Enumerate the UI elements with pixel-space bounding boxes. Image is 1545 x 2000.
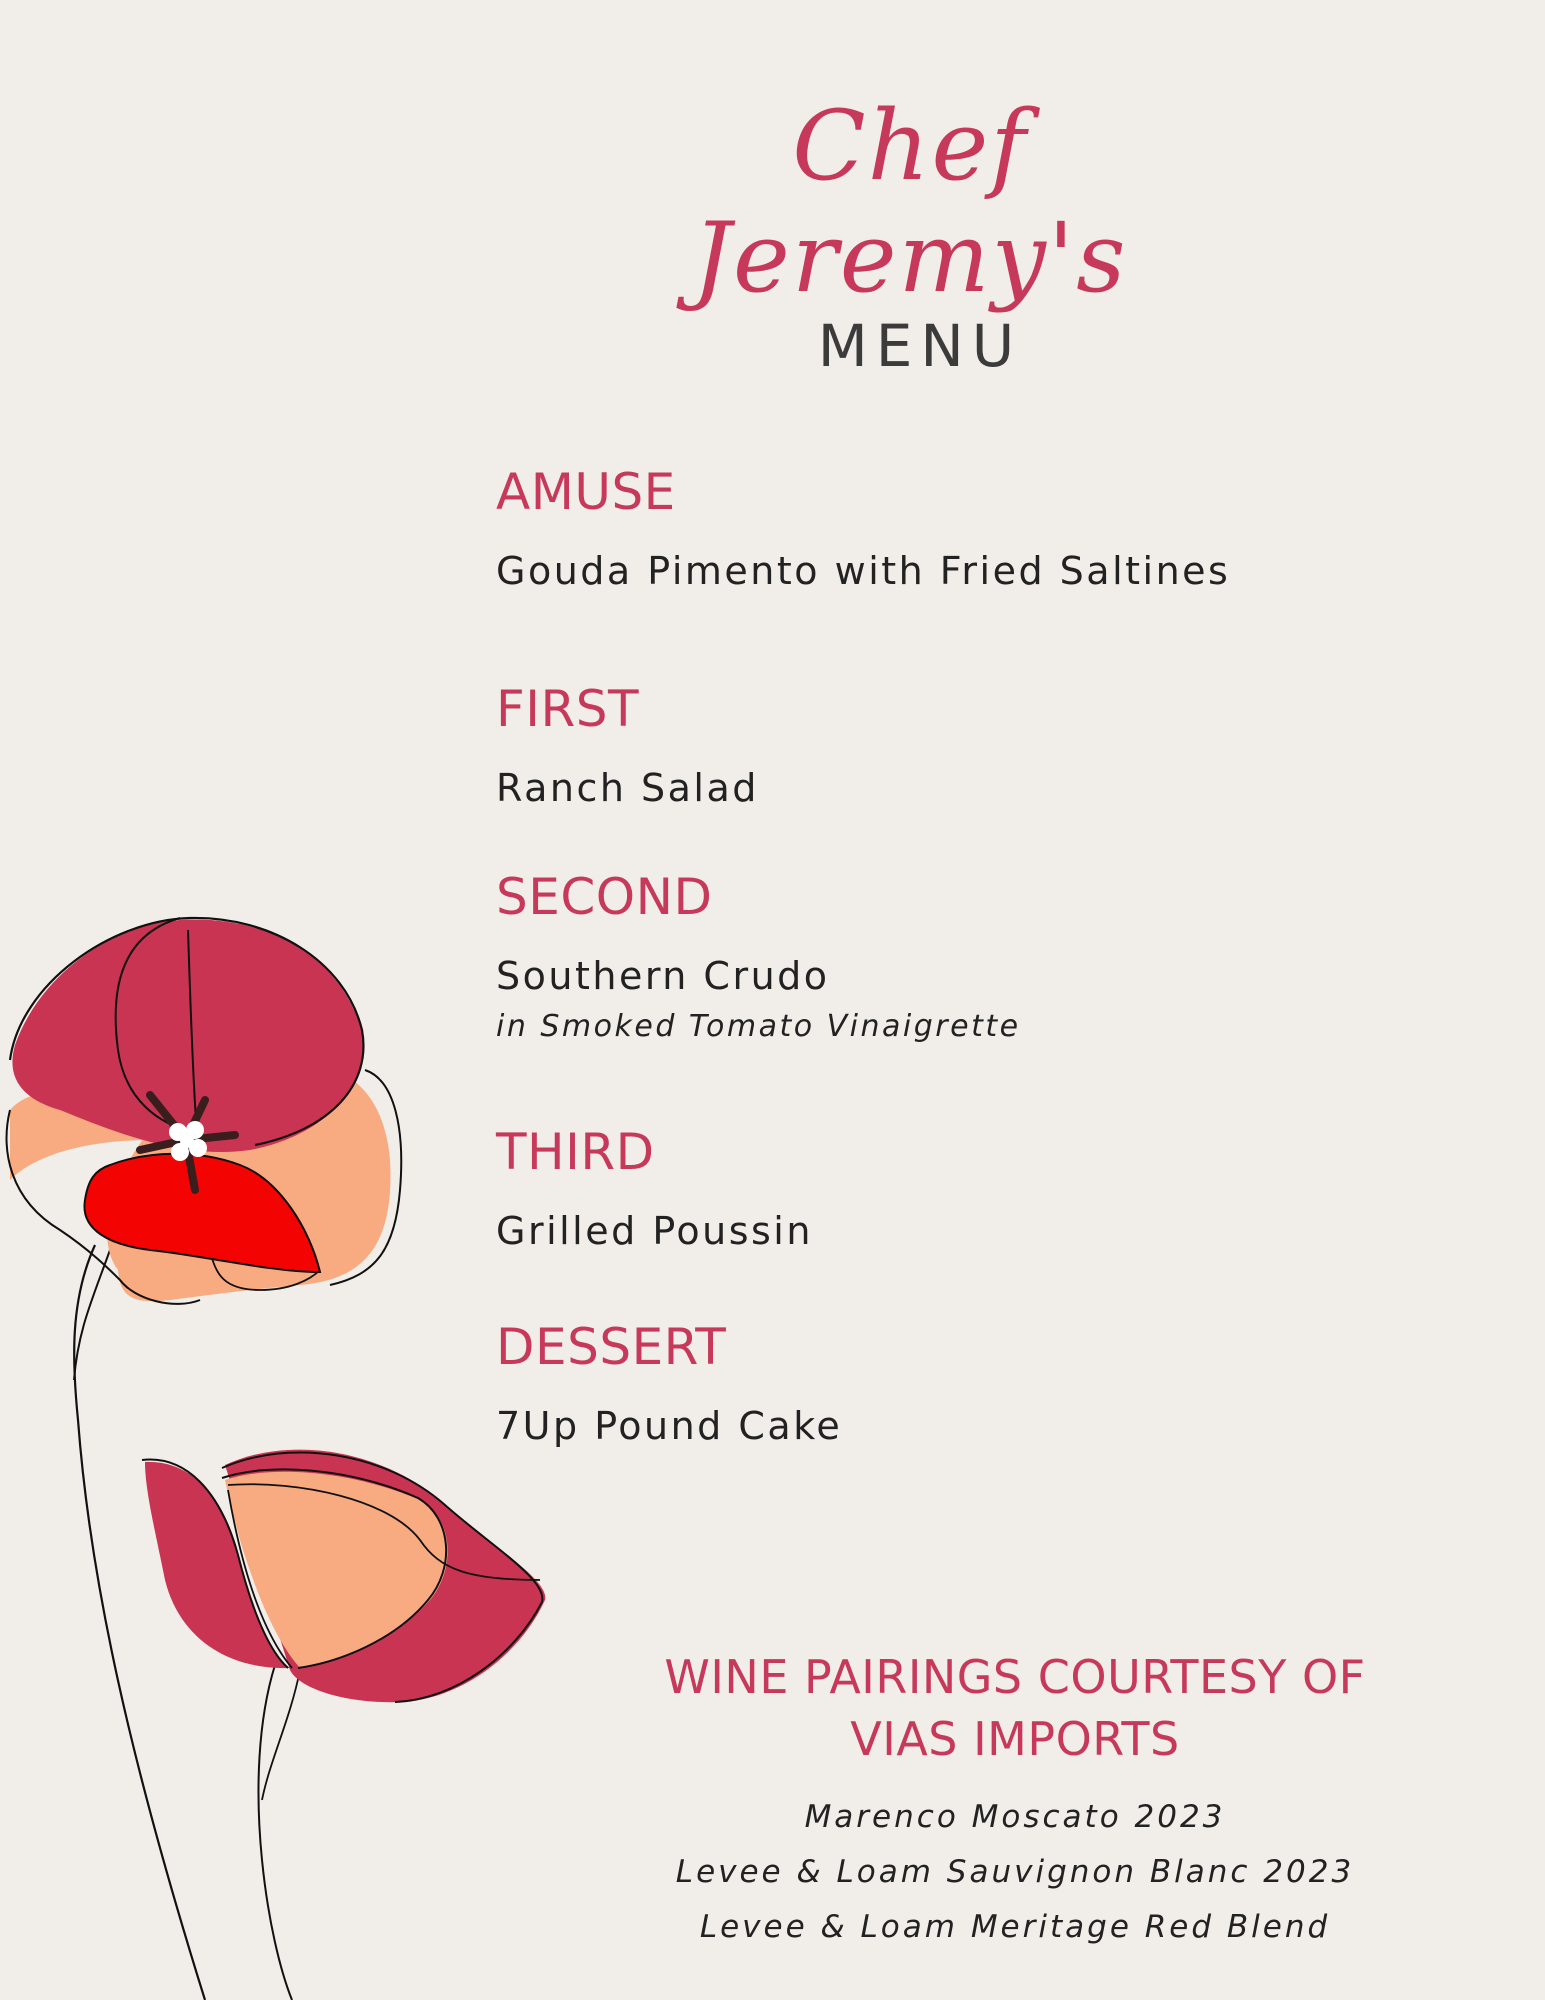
- course-dish: Grilled Poussin: [496, 1209, 813, 1253]
- course-first: [496, 679, 759, 811]
- wine-heading-line: VIAS IMPORTS: [850, 1712, 1180, 1766]
- course-amuse: [496, 462, 1230, 594]
- poppy-flowers-illustration: [0, 900, 560, 2000]
- course-second: [496, 867, 1021, 1047]
- wine-item: Levee & Loam Meritage Red Blend: [699, 1909, 1331, 1945]
- page-subtitle: MENU: [817, 312, 1023, 380]
- course-dish: Gouda Pimento with Fried Saltines: [496, 549, 1231, 593]
- course-dish-note: in Smoked Tomato Vinaigrette: [496, 1009, 1021, 1044]
- wine-item: Marenco Moscato 2023: [804, 1799, 1226, 1835]
- course-heading: SECOND: [496, 868, 713, 926]
- course-dish: 7Up Pound Cake: [496, 1404, 843, 1448]
- course-heading: AMUSE: [496, 463, 676, 521]
- course-dish: Southern Crudo: [496, 954, 830, 998]
- course-heading: THIRD: [496, 1123, 655, 1181]
- course-heading: FIRST: [496, 680, 640, 738]
- wine-list: [620, 1790, 1410, 1955]
- wine-pairings-heading: [620, 1646, 1410, 1770]
- course-heading: DESSERT: [496, 1318, 727, 1376]
- course-dish: Ranch Salad: [496, 766, 759, 810]
- wine-heading-line: WINE PAIRINGS COURTESY OF: [664, 1650, 1366, 1704]
- page-title: Chef Jeremy's: [692, 90, 1128, 314]
- wine-item: Levee & Loam Sauvignon Blanc 2023: [675, 1854, 1355, 1890]
